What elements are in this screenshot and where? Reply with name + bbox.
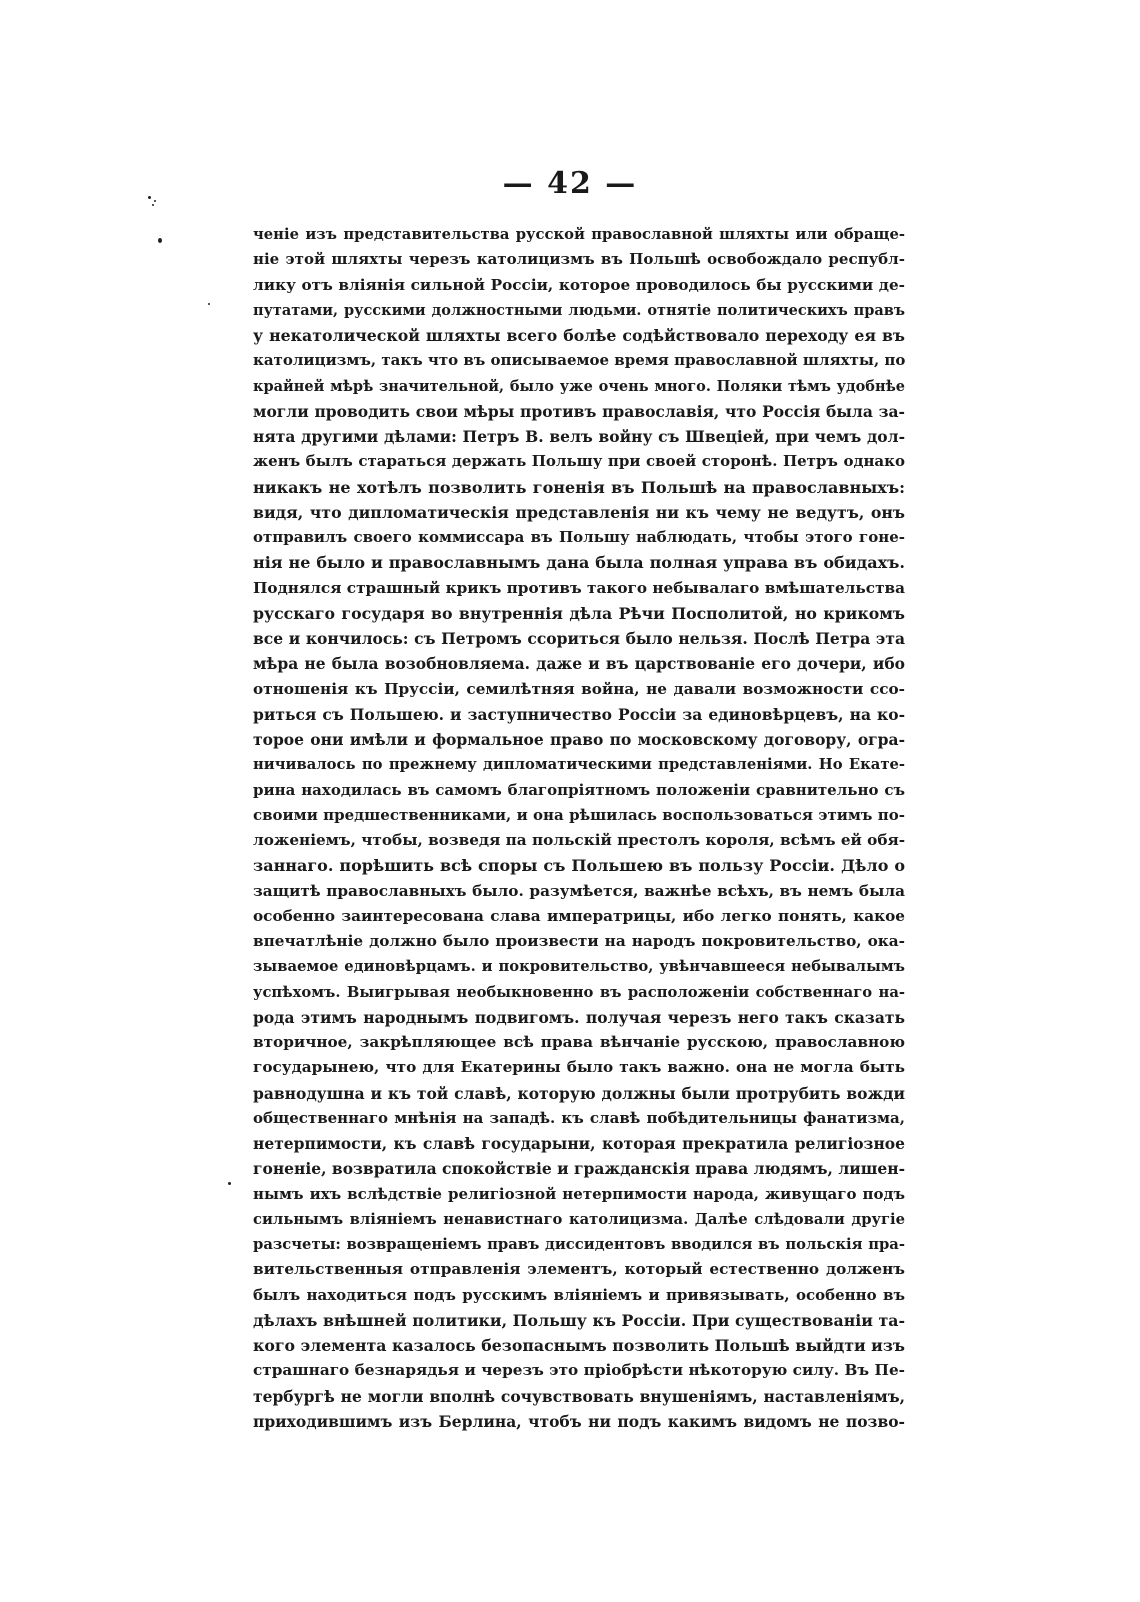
text-line: могли проводить свои мѣры противъ православія, что Россія была за- [253, 401, 905, 421]
text-line: страшнаго безнарядья и черезъ это пріобрѣсти нѣкоторую силу. Въ Пе- [253, 1361, 905, 1380]
text-line: у некатолической шляхты всего болѣе содѣйствовало переходу ея въ [253, 326, 905, 345]
text-line: зываемое единовѣрцамъ. и покровительство, увѣнчавшееся небывалымъ [253, 958, 905, 976]
margin-speck [228, 1182, 231, 1185]
text-line: вительственныя отправленія элементъ, который естественно долженъ [253, 1260, 905, 1279]
margin-speck [158, 238, 162, 243]
text-line: приходившимъ изъ Берлина, чтобъ ни подъ какимъ видомъ не позво- [253, 1411, 905, 1431]
text-line: никакъ не хотѣлъ позволить гоненія въ Польшѣ на православныхъ: [253, 477, 905, 497]
text-line: рина находилась въ самомъ благопріятномъ положеніи сравнительно съ [253, 780, 905, 799]
text-line: нята другими дѣлами: Петръ В. велъ войну съ Швеціей, при чемъ дол- [253, 427, 905, 446]
text-line: лику отъ вліянія сильной Россіи, которое проводилось бы русскими де- [253, 275, 905, 294]
margin-speck [208, 303, 210, 305]
text-line: успѣхомъ. Выигрывая необыкновенно въ расположеніи собственнаго на- [253, 983, 905, 1001]
text-line: кого элемента казалось безопаснымъ позволить Польшѣ выйдти изъ [253, 1336, 905, 1355]
text-line: риться съ Польшею. и заступничество Россіи за единовѣрцевъ, на ко- [253, 704, 905, 724]
text-line: равнодушна и къ той славѣ, которую должны были протрубить вожди [253, 1083, 905, 1103]
page-number: — 42 — [502, 166, 638, 201]
text-line: своими предшественниками, и она рѣшилась воспользоваться этимъ по- [253, 805, 905, 824]
text-line: католицизмъ, такъ что въ описываемое время православной шляхты, по [253, 351, 905, 370]
text-line: отправилъ своего коммиссара въ Польшу наблюдать, чтобы этого гоне- [253, 528, 905, 546]
text-line: ложеніемъ, чтобы, возведя па польскій престолъ короля, всѣмъ ей обя- [253, 831, 905, 849]
text-line: дѣлахъ внѣшней политики, Польшу къ Россіи. При существованіи та- [253, 1310, 905, 1330]
text-line: нія не было и православнымъ дана была полная управа въ обидахъ. [253, 553, 905, 573]
text-line: общественнаго мнѣнія на западѣ. къ славѣ побѣдительницы фанатизма, [253, 1108, 905, 1127]
body-text [253, 222, 905, 1434]
text-line: рода этимъ народнымъ подвигомъ. получая черезъ него такъ сказать [253, 1007, 905, 1027]
text-line: гоненіе, возвратила спокойствіе и гражданскія права людямъ, лишен- [253, 1159, 905, 1179]
text-line: женъ былъ стараться держать Польшу при своей сторонѣ. Петръ однако [253, 452, 905, 471]
text-line: Поднялся страшный крикъ противъ такого небывалаго вмѣшательства [253, 578, 905, 597]
text-line: мѣра не была возобновляема. даже и въ царствованіе его дочери, ибо [253, 654, 905, 674]
text-line: разсчеты: возвращеніемъ правъ диссидентовъ вводился въ польскія пра- [253, 1236, 905, 1253]
text-line: заннаго. порѣшить всѣ споры съ Польшею въ пользу Россіи. Дѣло о [253, 856, 905, 876]
text-line: сильнымъ вліяніемъ ненавистнаго католицизма. Далѣе слѣдовали другіе [253, 1210, 905, 1228]
text-line: тербургѣ не могли вполнѣ сочувствовать внушеніямъ, наставленіямъ, [253, 1386, 905, 1406]
text-line: торое они имѣли и формальное право по московскому договору, огра- [253, 730, 905, 749]
text-line: нетерпимости, къ славѣ государыни, которая прекратила религіозное [253, 1134, 905, 1153]
text-line: былъ находиться подъ русскимъ вліяніемъ и привязывать, особенно въ [253, 1285, 905, 1304]
text-line: нымъ ихъ вслѣдствіе религіозной нетерпимости народа, живущаго подъ [253, 1184, 905, 1203]
text-line: крайней мѣрѣ значительной, было уже очень много. Поляки тѣмъ удобнѣе [253, 377, 905, 395]
text-line: впечатлѣніе должно было произвести на народъ покровительство, ока- [253, 932, 905, 950]
text-line: все и кончилось: съ Петромъ ссориться было нельзя. Послѣ Петра эта [253, 629, 905, 648]
text-line: защитѣ православныхъ было. разумѣется, важнѣе всѣхъ, въ немъ была [253, 881, 905, 900]
text-line: особенно заинтересована слава императрицы, ибо легко понять, какое [253, 906, 905, 925]
text-line: ніе этой шляхты черезъ католицизмъ въ Польшѣ освобождало республ- [253, 250, 905, 269]
text-line: вторичное, закрѣпляющее всѣ права вѣнчаніе русскою, православною [253, 1033, 905, 1051]
text-line: отношенія къ Пруссіи, семилѣтняя война, не давали возможности ссо- [253, 679, 905, 698]
text-line: ченіе изъ представительства русской православной шляхты или обраще- [253, 226, 905, 243]
margin-speck [152, 204, 154, 206]
text-line: русскаго государя во внутреннія дѣла Рѣчи Посполитой, но крикомъ [253, 603, 905, 623]
text-line: государынею, что для Екатерины было такъ важно. она не могла быть [253, 1058, 905, 1077]
text-line: ничивалось по прежнему дипломатическими представленіями. Но Екате- [253, 756, 905, 774]
text-line: видя, что дипломатическія представленія ни къ чему не ведутъ, онъ [253, 502, 905, 522]
text-line: путатами, русскими должностными людьми. отнятіе политическихъ правъ [253, 301, 905, 319]
